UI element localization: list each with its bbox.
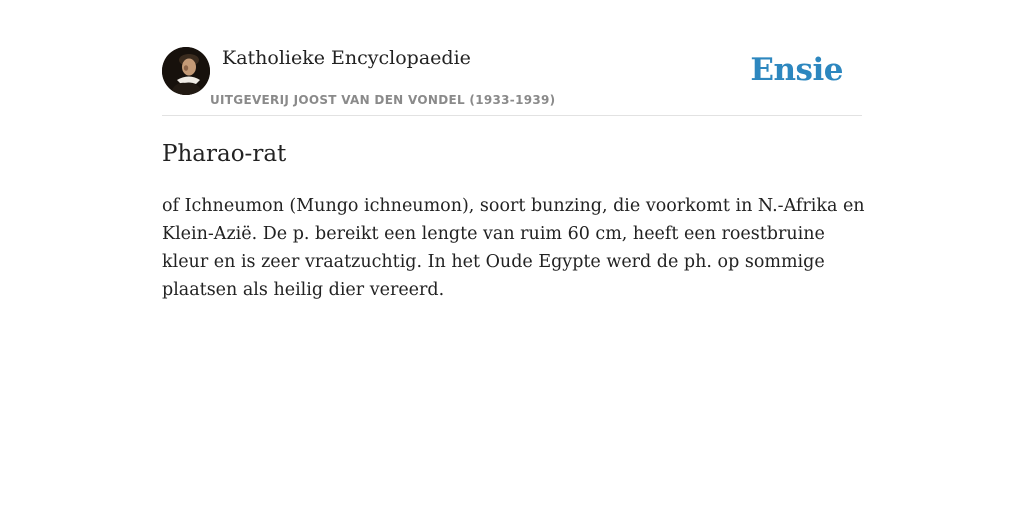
ensie-logo-link[interactable]: Ensie: [750, 52, 843, 88]
page: [162, 0, 865, 300]
article-title: Pharao-rat: [162, 141, 287, 167]
article-body: of Ichneumon (Mungo ichneumon), soort bunzing, die voorkomt in N.-Afrika en Klein-Azië. De p. bereikt een lengte van ruim 60 cm, heeft een roestbruine kleur en is zeer vraatzuchtig. In het Oude Egypte werd de ph. op sommige plaatsen als heilig dier vereerd.: [162, 196, 865, 300]
header: [162, 0, 862, 116]
publication-avatar[interactable]: [162, 47, 210, 95]
portrait-image: [162, 47, 210, 95]
publication-name[interactable]: Katholieke Encyclopaedie: [222, 47, 471, 69]
publisher-label: UITGEVERIJ JOOST VAN DEN VONDEL (1933-1939): [210, 93, 556, 107]
